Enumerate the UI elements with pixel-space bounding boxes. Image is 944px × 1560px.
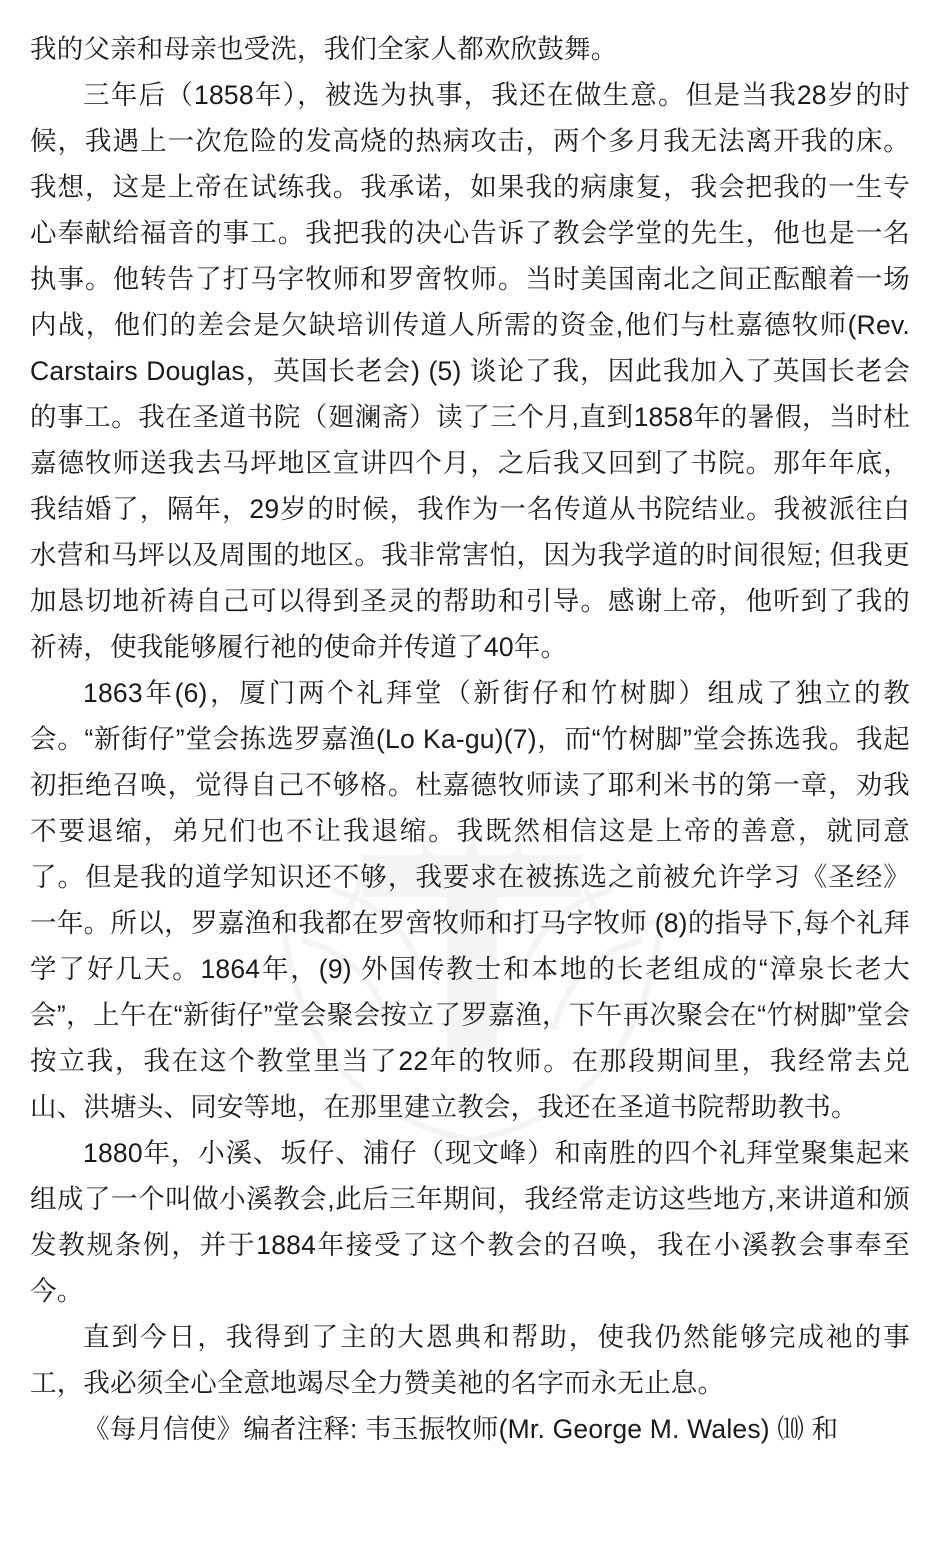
page-body <box>30 26 910 1452</box>
paragraph-3: 1863年(6)，厦门两个礼拜堂（新街仔和竹树脚）组成了独立的教会。“新街仔”堂会拣选罗嘉渔(Lo Ka-gu)(7)，而“竹树脚”堂会拣选我。我起初拒绝召唤，觉得自己不够格。杜嘉德牧师读了耶利米书的第一章，劝我不要退缩，弟兄们也不让我退缩。我既然相信这是上帝的善意，就同意了。但是我的道学知识还不够，我要求在被拣选之前被允许学习《圣经》一年。所以，罗嘉渔和我都在罗啻牧师和打马字牧师 (8)的指导下,每个礼拜学了好几天。1864年，(9) 外国传教士和本地的长老组成的“漳泉长老大会”，上午在“新街仔”堂会聚会按立了罗嘉渔，下午再次聚会在“竹树脚”堂会按立我，我在这个教堂里当了22年的牧师。在那段期间里，我经常去兑山、洪塘头、同安等地，在那里建立教会，我还在圣道书院帮助教书。 <box>30 678 910 1122</box>
paragraph-2: 三年后（1858年），被选为执事，我还在做生意。但是当我28岁的时候，我遇上一次危险的发高烧的热病攻击，两个多月我无法离开我的床。我想，这是上帝在试练我。我承诺，如果我的病康复，我会把我的一生专心奉献给福音的事工。我把我的决心告诉了教会学堂的先生，他也是一名执事。他转告了打马字牧师和罗啻牧师。当时美国南北之间正酝酿着一场内战，他们的差会是欠缺培训传道人所需的资金,他们与杜嘉德牧师(Rev. Carstairs Douglas，英国长老会) (5) 谈论了我，因此我加入了英国长老会的事工。我在圣道书院（廻澜斋）读了三个月,直到1858年的暑假，当时杜嘉德牧师送我去马坪地区宣讲四个月，之后我又回到了书院。那年年底，我结婚了，隔年，29岁的时候，我作为一名传道从书院结业。我被派往白水营和马坪以及周围的地区。我非常害怕，因为我学道的时间很短; 但我更加恳切地祈祷自己可以得到圣灵的帮助和引导。感谢上帝，他听到了我的祈祷，使我能够履行祂的使命并传道了40年。 <box>30 80 910 662</box>
paragraph-4: 1880年，小溪、坂仔、浦仔（现文峰）和南胜的四个礼拜堂聚集起来组成了一个叫做小溪教会,此后三年期间，我经常走访这些地方,来讲道和颁发教规条例，并于1884年接受了这个教会的召唤，我在小溪教会事奉至今。 <box>30 1138 910 1306</box>
paragraph-6-editor-note: 《每月信使》编者注释: 韦玉振牧师(Mr. George M. Wales) ⑽ 和 <box>83 1414 839 1444</box>
paragraph-1: 我的父亲和母亲也受洗，我们全家人都欢欣鼓舞。 <box>30 34 618 64</box>
paragraph-5: 直到今日，我得到了主的大恩典和帮助，使我仍然能够完成祂的事工，我必须全心全意地竭尽全力赞美祂的名字而永无止息。 <box>30 1322 910 1398</box>
